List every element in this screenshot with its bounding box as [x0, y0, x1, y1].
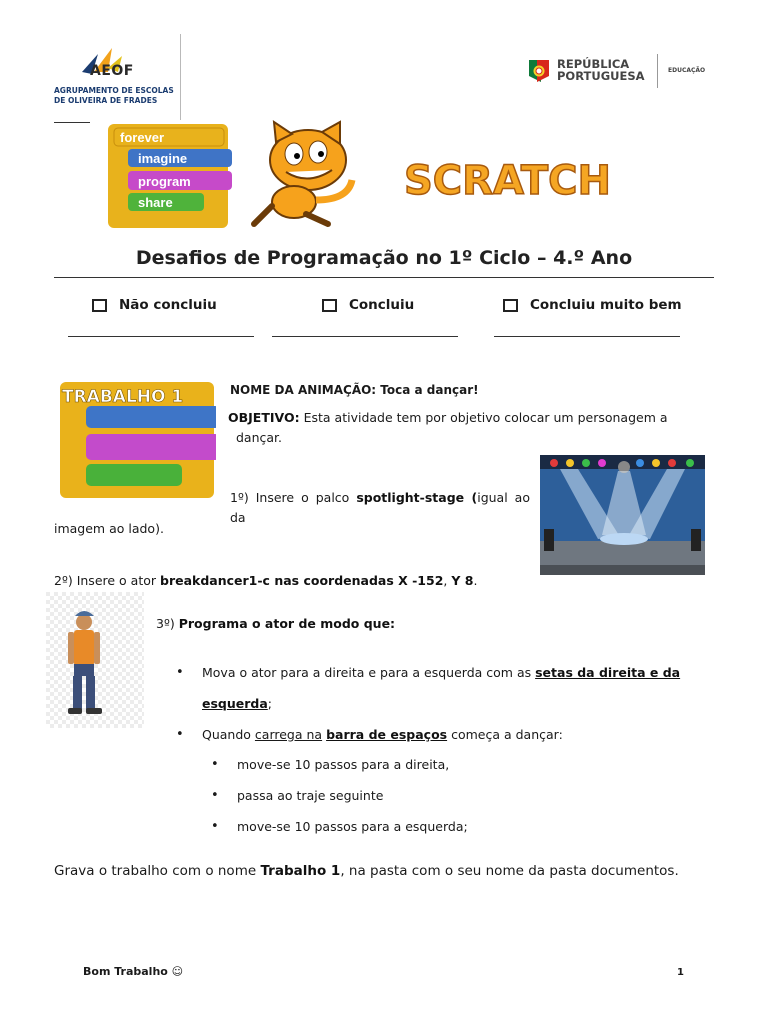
aeof-school-name: AGRUPAMENTO DE ESCOLAS DE OLIVEIRA DE FRADES — [54, 86, 174, 105]
list-item: • Mova o ator para a direita e para a esquerda com as setas da direita e da esquerda; — [202, 657, 712, 719]
scratch-banner — [108, 120, 628, 232]
educacao-label: EDUCAÇÃO — [668, 67, 706, 74]
list-item: • move-se 10 passos para a esquerda; — [237, 817, 707, 837]
header-rule — [54, 122, 90, 123]
footer-text: Bom Trabalho ☺ — [83, 965, 184, 978]
page-title: Desafios de Programação no 1º Ciclo – 4.º Ano — [135, 247, 633, 269]
checkbox-label: Não concluiu — [119, 297, 217, 313]
header-divider — [657, 54, 658, 88]
sub-list — [237, 755, 707, 837]
checkbox-nao-concluiu[interactable] — [92, 296, 217, 314]
spotlight-stage-image — [540, 455, 705, 575]
republica-portuguesa-label: REPÚBLICA PORTUGUESA — [557, 57, 645, 83]
list-item: • Quando carrega na barra de espaços começa a dançar: — [202, 725, 712, 745]
step-2: 2º) Insere o ator breakdancer1-c nas coordenadas X -152, Y 8. — [54, 573, 478, 588]
scratch-cat-icon — [254, 122, 352, 224]
portugal-crest-icon — [527, 56, 551, 86]
step-1-cont: imagem ao lado). — [54, 521, 164, 536]
breakdancer-sprite-image — [46, 592, 144, 728]
list-item: • move-se 10 passos para a direita, — [237, 755, 707, 775]
block-imagine: imagine — [138, 151, 188, 166]
list-item: • passa ao traje seguinte — [237, 786, 707, 806]
checkbox-box[interactable] — [322, 299, 337, 312]
instructions-list — [202, 657, 712, 745]
page-number: 1 — [677, 967, 684, 978]
trabalho-badge-text: TRABALHO 1 — [62, 387, 184, 407]
title-rule — [54, 277, 714, 278]
aeof-name: AEOF — [90, 63, 134, 79]
block-forever: forever — [120, 130, 165, 145]
signature-line — [494, 336, 680, 337]
checkbox-concluiu-muito-bem[interactable] — [503, 296, 682, 314]
checkbox-label: Concluiu muito bem — [530, 297, 682, 313]
objective: OBJETIVO: Esta atividade tem por objetivo colocar um personagem a — [228, 410, 668, 425]
block-program: program — [138, 174, 191, 189]
checkbox-box[interactable] — [503, 299, 518, 312]
signature-line — [68, 336, 254, 337]
scratch-logo-text: SCRATCH — [404, 158, 611, 204]
step-3: 3º) Programa o ator de modo que: — [156, 616, 396, 631]
signature-line — [272, 336, 458, 337]
checkbox-concluiu[interactable] — [322, 296, 414, 314]
block-share: share — [138, 195, 173, 210]
checkbox-label: Concluiu — [349, 297, 415, 313]
trabalho-badge — [60, 380, 216, 500]
step-1: 1º) Insere o palco spotlight-stage (igual ao da — [230, 490, 530, 525]
save-instruction: Grava o trabalho com o nome Trabalho 1, na pasta com o seu nome da pasta documentos. — [54, 863, 679, 879]
objective-cont: dançar. — [236, 430, 283, 445]
animation-name: NOME DA ANIMAÇÃO: Toca a dançar! — [230, 383, 479, 397]
checkbox-box[interactable] — [92, 299, 107, 312]
